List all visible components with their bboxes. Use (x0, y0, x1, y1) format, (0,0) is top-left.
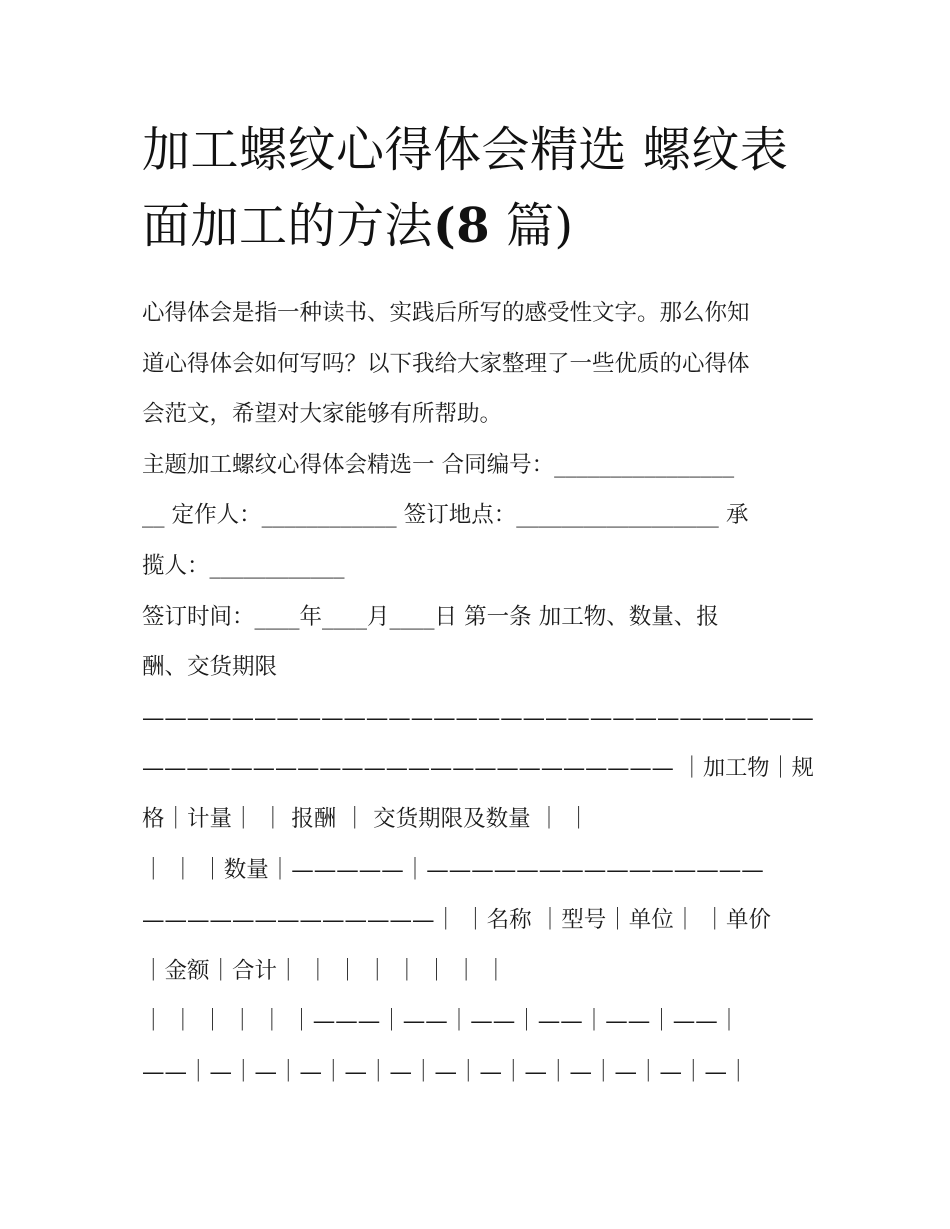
body-line: —————————————————————————————— (142, 704, 814, 731)
body-line: 主题加工螺纹心得体会精选一 合同编号：________________ (142, 451, 735, 478)
body-line: 酬、交货期限 (142, 654, 278, 681)
body-line: —————————————｜ ｜名称 ｜型号｜单位｜ ｜单价 (142, 907, 771, 934)
body-line: __ 定作人：____________ 签订地点：__________________ 承 (142, 502, 749, 529)
body-line: ———————————————————————— ｜加工物｜规 (142, 755, 814, 782)
body-line: 签订时间：____年____月____日 第一条 加工物、数量、报 (142, 603, 719, 630)
body-line: 会范文，希望对大家能够有所帮助。 (142, 401, 503, 428)
body-line: ｜金额｜合计｜ ｜ ｜ ｜ ｜ ｜ ｜ ｜ (142, 957, 508, 984)
title-line-1: 加工螺纹心得体会精选 螺纹表 (142, 122, 789, 178)
body-line: 道心得体会如何写吗？以下我给大家整理了一些优质的心得体 (142, 350, 750, 377)
body-line: ——｜—｜—｜—｜—｜—｜—｜—｜—｜—｜—｜—｜—｜ (142, 1058, 750, 1085)
body-line: 心得体会是指一种读书、实践后所写的感受性文字。那么你知 (142, 300, 750, 326)
title-count-number: (8 (433, 198, 491, 254)
title-line-2-text: 面加工的方法 (142, 198, 434, 254)
document-title (142, 112, 814, 264)
body-line: 揽人：____________ (142, 552, 345, 579)
body-line: ｜ ｜ ｜ ｜ ｜ ｜———｜——｜——｜——｜——｜——｜ (142, 1008, 741, 1035)
document-page (142, 112, 814, 1098)
title-line-2 (142, 188, 814, 264)
body-line: 格｜计量｜ ｜ 报酬 ｜ 交货期限及数量 ｜ ｜ (142, 805, 590, 832)
document-body (142, 288, 814, 1098)
title-count-suffix: 篇) (490, 198, 574, 254)
body-line: ｜ ｜ ｜数量｜—————｜——————————————— (142, 856, 764, 883)
